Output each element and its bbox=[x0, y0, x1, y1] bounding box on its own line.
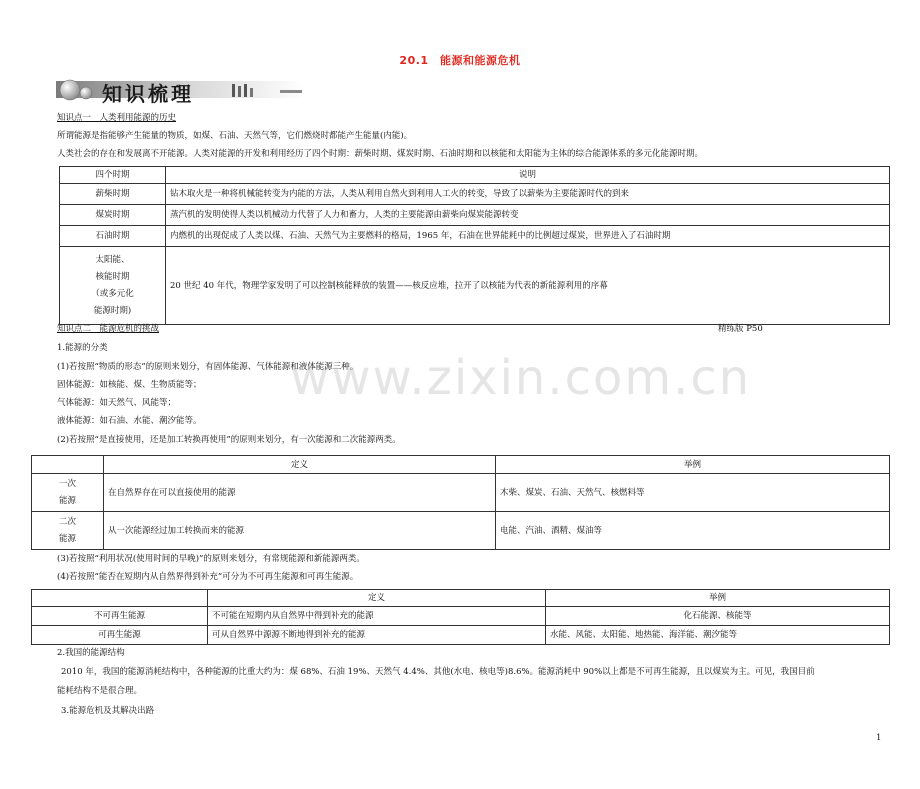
energy-structure-p2: 能耗结构不是很合理。 bbox=[57, 686, 143, 696]
document-title: 20.1 能源和能源危机 bbox=[399, 54, 521, 67]
table-row bbox=[32, 607, 890, 626]
section-2-heading: 2.我国的能源结构 bbox=[57, 648, 125, 658]
definition-cell: 在自然界存在可以直接使用的能源 bbox=[104, 474, 496, 512]
period-cell: 石油时期 bbox=[60, 226, 166, 247]
period-line: 核能时期 bbox=[95, 271, 130, 282]
classification-2: (2)若按照“是直接使用，还是加工转换再使用”的原则来划分，有一次能源和二次能源两类。 bbox=[57, 435, 401, 445]
energy-type-cell: 不可再生能源 bbox=[32, 607, 208, 626]
period-line: 能源时期) bbox=[93, 305, 132, 316]
period-cell: 煤炭时期 bbox=[60, 205, 166, 226]
table-header-period: 四个时期 bbox=[60, 167, 166, 184]
energy-type-line: 二次 bbox=[58, 516, 76, 527]
definition-cell: 从一次能源经过加工转换而来的能源 bbox=[104, 512, 496, 550]
table-header-example: 举例 bbox=[546, 590, 890, 607]
kp1-paragraph-2: 人类社会的存在和发展离不开能源。人类对能源的开发和利用经历了四个时期：薪柴时期、煤炭时期、石油时期和以核能和太阳能为主体的综合能源体系的多元化能源时期。 bbox=[57, 149, 704, 159]
kp1-paragraph-1: 所谓能源是指能够产生能量的物质，如煤、石油、天然气等，它们燃烧时都能产生能量(内能)。 bbox=[57, 131, 413, 141]
table-row bbox=[60, 205, 890, 226]
page-number: 1 bbox=[876, 733, 882, 743]
classification-1: (1)若按照“物质的形态”的原则来划分，有固体能源、气体能源和液体能源三种。 bbox=[57, 362, 359, 372]
energy-type-cell bbox=[32, 474, 104, 512]
energy-type-line: 能源 bbox=[58, 533, 76, 544]
energy-structure-p1: 2010 年，我国的能源消耗结构中，各种能源的比重大约为：煤 68%、石油 19%、天然气 4.4%、其他(水电、核电等)8.6%。能源消耗中 90%以上都是不可再生能源，且以煤炭为主。可见，我国目前 bbox=[61, 667, 815, 677]
watermark: www.zixin.com.cn bbox=[290, 350, 752, 406]
definition-cell: 可从自然界中源源不断地得到补充的能源 bbox=[208, 626, 546, 645]
desc-cell: 内燃机的出现促成了人类以煤、石油、天然气为主要燃料的格局，1965 年，石油在世界能耗中的比例超过煤炭，世界进入了石油时期 bbox=[166, 226, 890, 247]
kp2-heading: 知识点二 能源危机的挑战 bbox=[57, 324, 160, 334]
energy-type-line: 能源 bbox=[58, 495, 76, 506]
table-header-def: 定义 bbox=[208, 590, 546, 607]
kp1-heading: 知识点一 人类利用能源的历史 bbox=[57, 113, 177, 123]
liquid-energy: 液体能源：如石油、水能、潮汐能等。 bbox=[57, 416, 202, 426]
period-cell bbox=[60, 247, 166, 325]
table-header-desc: 说明 bbox=[166, 167, 890, 184]
classification-4: (4)若按照“能否在短期内从自然界得到补充”可分为不可再生能源和可再生能源。 bbox=[57, 572, 359, 582]
energy-type-line: 一次 bbox=[58, 478, 76, 489]
table-header-blank bbox=[32, 456, 104, 474]
table-row bbox=[60, 247, 890, 325]
table-row bbox=[32, 474, 890, 512]
section-3-heading: 3.能源危机及其解决出路 bbox=[61, 706, 155, 716]
example-cell: 木柴、煤炭、石油、天然气、核燃料等 bbox=[496, 474, 890, 512]
energy-type-cell: 可再生能源 bbox=[32, 626, 208, 645]
section-1-heading: 1.能源的分类 bbox=[57, 343, 108, 353]
energy-periods-table bbox=[59, 166, 890, 325]
gas-energy: 气体能源：如天然气、风能等； bbox=[57, 398, 177, 408]
primary-secondary-table bbox=[31, 455, 890, 550]
kp2-reference: 精练版 P50 bbox=[718, 324, 763, 334]
table-row bbox=[32, 626, 890, 645]
table-row bbox=[60, 184, 890, 205]
solid-energy: 固体能源：如核能、煤、生物质能等； bbox=[57, 380, 202, 390]
renewable-table bbox=[31, 589, 890, 645]
definition-cell: 不可能在短期内从自然界中得到补充的能源 bbox=[208, 607, 546, 626]
example-cell: 水能、风能、太阳能、地热能、海洋能、潮汐能等 bbox=[546, 626, 890, 645]
period-line: 太阳能、 bbox=[95, 254, 130, 265]
desc-cell: 20 世纪 40 年代，物理学家发明了可以控制核能释放的装置——核反应堆，拉开了以核能为代表的新能源利用的序幕 bbox=[166, 247, 890, 325]
period-line: （或多元化 bbox=[91, 288, 134, 299]
table-row bbox=[60, 226, 890, 247]
example-cell: 化石能源、核能等 bbox=[546, 607, 890, 626]
classification-3: (3)若按照“利用状况(使用时间的早晚)”的原则来划分，有常规能源和新能源两类。 bbox=[57, 554, 365, 564]
desc-cell: 蒸汽机的发明使得人类以机械动力代替了人力和畜力，人类的主要能源由薪柴向煤炭能源转变 bbox=[166, 205, 890, 226]
energy-type-cell bbox=[32, 512, 104, 550]
table-header-def: 定义 bbox=[104, 456, 496, 474]
table-header-blank bbox=[32, 590, 208, 607]
desc-cell: 钻木取火是一种将机械能转变为内能的方法，人类从利用自然火到利用人工火的转变，导致了以薪柴为主要能源时代的到来 bbox=[166, 184, 890, 205]
period-cell: 薪柴时期 bbox=[60, 184, 166, 205]
example-cell: 电能、汽油、酒精、煤油等 bbox=[496, 512, 890, 550]
table-row bbox=[32, 512, 890, 550]
table-header-example: 举例 bbox=[496, 456, 890, 474]
section-banner bbox=[56, 76, 304, 106]
banner-title: 知识梳理 bbox=[102, 82, 194, 106]
